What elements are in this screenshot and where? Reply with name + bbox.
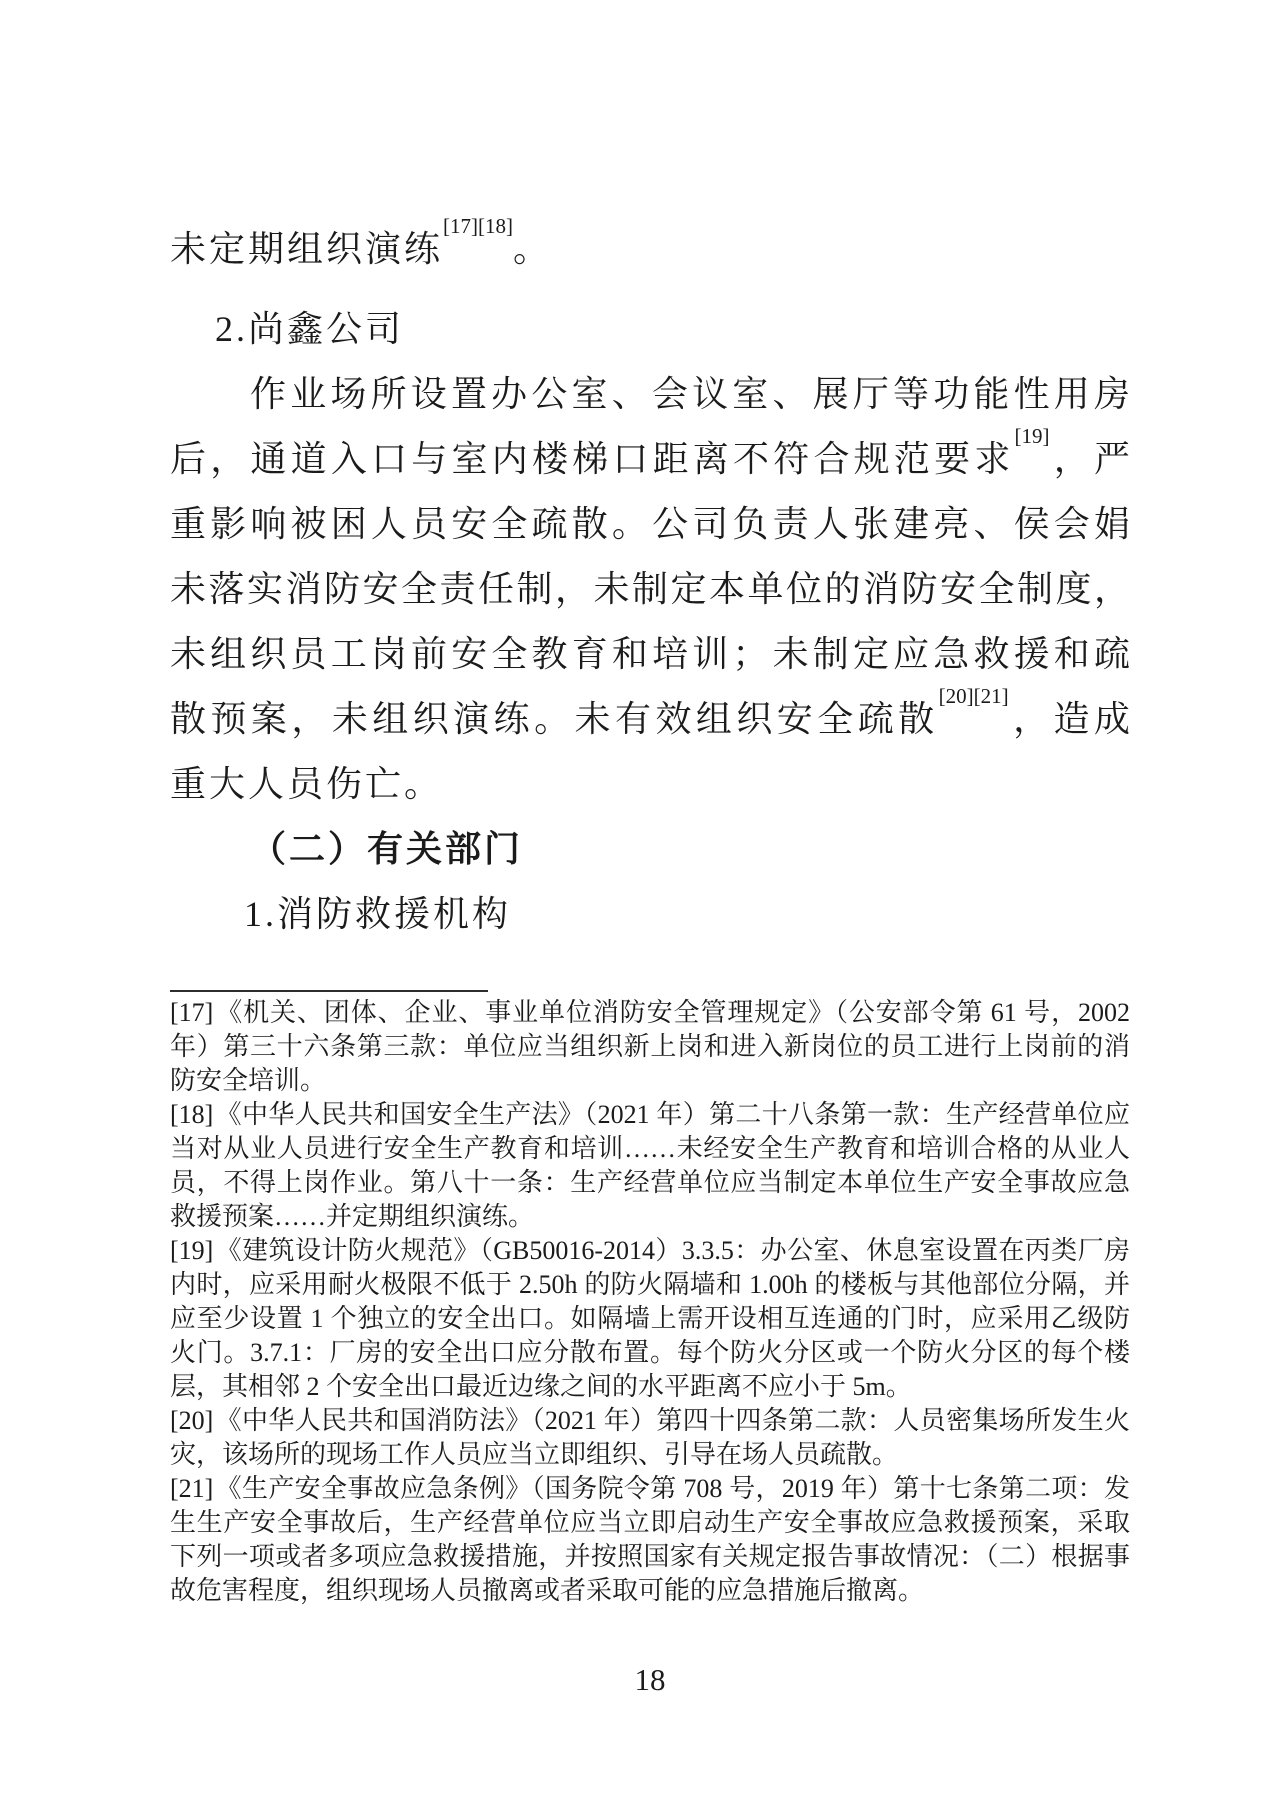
- line-text: 散预案，未组织演练。未有效组织安全疏散: [170, 699, 939, 739]
- footnote-text: 《建筑设计防火规范》（GB50016-2014）3.3.5：办公室、休息室设置在丙类厂房内时，应采用耐火极限不低于 2.50h 的防火隔墙和 1.00h 的楼板与其他部位分隔，并应至少设置 1 个独立的安全出口。如隔墙上需开设相互连通的门时，应采用乙级防火门。3.7.1：厂房的安全出口应分散布置。每个防火分区或一个防火分区的每个楼层，其相邻 2 个安全出口最近边缘之间的水平距离不应小于 5m。: [170, 1236, 1130, 1401]
- paragraph-line-6: [170, 684, 1130, 752]
- footnote-21: [170, 1472, 1130, 1608]
- footnote-ref-17-18: [17][18]: [443, 214, 513, 238]
- footnote-marker: [17]: [170, 998, 214, 1027]
- footnotes-section: [170, 996, 1130, 1608]
- paragraph-line-5: 未组织员工岗前安全教育和培训；未制定应急救援和疏: [170, 634, 1130, 674]
- footnote-18: [170, 1098, 1130, 1234]
- line-text: 后，通道入口与室内楼梯口距离不符合规范要求: [170, 439, 1015, 479]
- line-text: 未定期组织演练: [170, 229, 444, 269]
- footnote-ref-19: [19]: [1014, 424, 1050, 448]
- paragraph-line-1: 作业场所设置办公室、会议室、展厅等功能性用房: [250, 374, 1130, 414]
- line-tail: 。: [513, 229, 553, 269]
- main-text: [170, 214, 1130, 947]
- footnote-17: [170, 996, 1130, 1098]
- footnote-divider: [170, 990, 488, 992]
- footnote-marker: [20]: [170, 1406, 214, 1435]
- paragraph-line-7: 重大人员伤亡。: [170, 764, 444, 804]
- footnote-marker: [18]: [170, 1100, 214, 1129]
- footnote-text: 《机关、团体、企业、事业单位消防安全管理规定》（公安部令第 61 号，2002 年）第三十六条第三款：单位应当组织新上岗和进入新岗位的员工进行上岗前的消防安全培训。: [170, 998, 1130, 1095]
- footnote-text: 《中华人民共和国消防法》（2021 年）第四十四条第二款：人员密集场所发生火灾，该场所的现场工作人员应当立即组织、引导在场人员疏散。: [170, 1406, 1130, 1469]
- paragraph-line-2: [170, 424, 1130, 492]
- footnote-19: [170, 1234, 1130, 1404]
- body-line-drill: [170, 214, 1130, 282]
- footnote-text: 《生产安全事故应急条例》（国务院令第 708 号，2019 年）第十七条第二项：发生生产安全事故后，生产经营单位应当立即启动生产安全事故应急救援预案，采取下列一项或者多项应急救援措施，并按照国家有关规定报告事故情况：（二）根据事故危害程度，组织现场人员撤离或者采取可能的应急措施后撤离。: [170, 1474, 1130, 1605]
- footnote-text: 《中华人民共和国安全生产法》（2021 年）第二十八条第一款：生产经营单位应当对从业人员进行安全生产教育和培训……未经安全生产教育和培训合格的从业人员，不得上岗作业。第八十一条：生产经营单位应当制定本单位生产安全事故应急救援预案……并定期组织演练。: [170, 1100, 1130, 1231]
- footnote-20: [170, 1404, 1130, 1472]
- page-number: 18: [634, 1662, 666, 1697]
- paragraph-line-4: 未落实消防安全责任制，未制定本单位的消防安全制度，: [170, 569, 1130, 609]
- heading-related-departments: （二）有关部门: [250, 829, 524, 869]
- footnote-marker: [19]: [170, 1236, 214, 1265]
- line-tail: ，严: [1049, 439, 1130, 479]
- line-tail: ，造成: [1008, 699, 1130, 739]
- footnote-marker: [21]: [170, 1474, 214, 1503]
- footnote-ref-20-21: [20][21]: [938, 684, 1009, 708]
- paragraph-line-3: 重影响被困人员安全疏散。公司负责人张建亮、侯会娟: [170, 504, 1130, 544]
- heading-shangxin-company: 2.尚鑫公司: [215, 309, 405, 349]
- heading-fire-rescue-org: 1.消防救援机构: [244, 894, 512, 934]
